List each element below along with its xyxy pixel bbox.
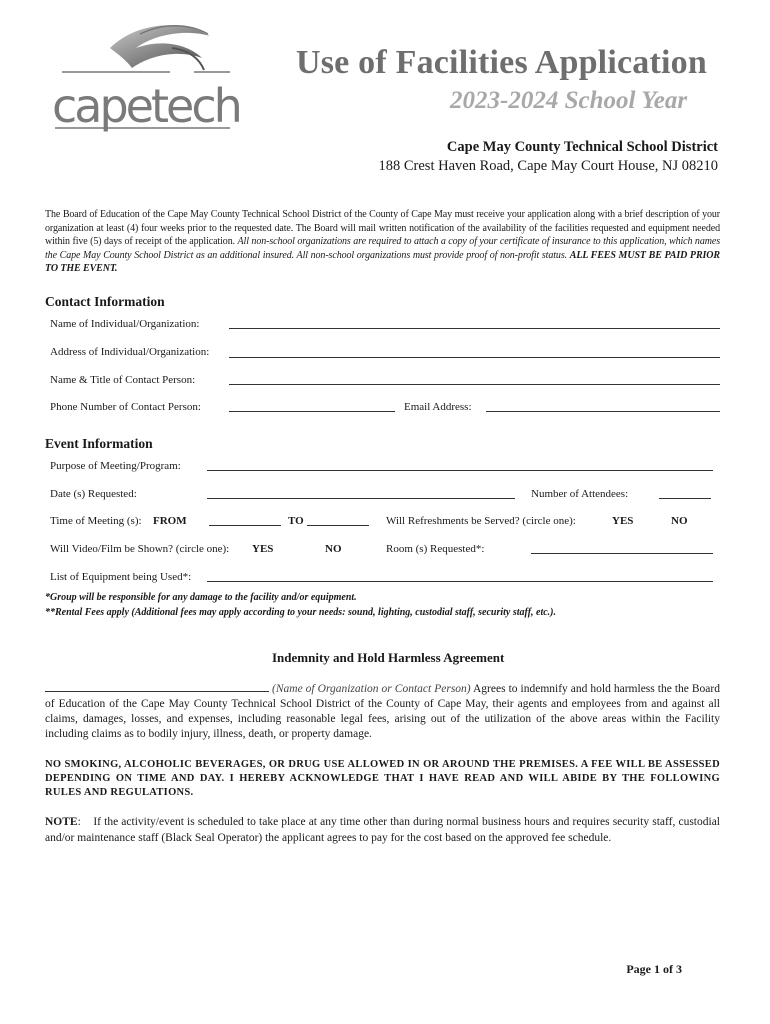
from-time-field[interactable] [209,525,281,526]
address-field[interactable] [229,357,720,358]
organization-placeholder: (Name of Organization or Contact Person) [272,683,471,695]
agreement-text-rest: the Board of Education of the Cape May County Technical School District of the County of Cape May, their agents and employees from and against all claims, damages, losses, and expenses, including reasonable legal fees, arising out of the utilization of the above areas within the Facility including claims as to bodily injury, illness, death, or property damage. [45,683,720,740]
date-field[interactable] [207,498,515,499]
note-text: If the activity/event is scheduled to take place at any time other than during normal business hours and requires security staff, custodial and/or maintenance staff (Black Seal Operator) the applicant agrees to pay for the cost based on the approved fee schedule. [45,816,720,844]
intro-paragraph [45,208,720,276]
intro-insurance-text: All non-school organizations are required to attach a copy of your certificate of insurance to this application, which names the Cape May County School District as an additional insured. All non-school organizations must provide proof of non-profit status. [45,236,720,261]
district-name: Cape May County Technical School District [446,139,718,155]
to-time-field[interactable] [307,525,369,526]
email-field[interactable] [486,411,720,412]
name-label: Name of Individual/Organization: [50,318,200,330]
form-title: Use of Facilities Application [296,44,707,81]
rental-fees-note: **Rental Fees apply (Additional fees may apply according to your needs: sound, lighting, custodial staff, security staff, etc.). [45,607,557,618]
intro-fees-text: ALL FEES MUST BE PAID PRIOR TO THE EVENT. [45,249,720,274]
name-field[interactable] [229,328,720,329]
rules-paragraph: NO SMOKING, ALCOHOLIC BEVERAGES, OR DRUG USE ALLOWED IN OR AROUND THE PREMISES. A FEE WILL BE ASSESSED DEPENDING ON TIME AND DAY. I HEREBY ACKNOWLEDGE THAT I HAVE READ AND WILL ABIDE BY THE FOLLOWING RULES AND REGULATIONS. [45,759,720,798]
contact-title-label: Name & Title of Contact Person: [50,374,196,386]
equipment-label: List of Equipment being Used*: [50,571,192,583]
refreshments-no[interactable]: NO [671,515,688,527]
agreement-text-start: Agrees to indemnify and hold harmless the [473,683,672,695]
note-paragraph [45,814,720,846]
note-colon: : [77,816,94,828]
video-no[interactable]: NO [325,543,342,555]
purpose-label: Purpose of Meeting/Program: [50,460,181,472]
page-number: Page 1 of 3 [626,962,682,976]
address-label: Address of Individual/Organization: [50,346,210,358]
district-address: 188 Crest Haven Road, Cape May Court House, NJ 08210 [378,158,718,174]
to-label: TO [288,515,304,527]
room-label: Room (s) Requested*: [386,543,485,555]
contact-title-field[interactable] [229,384,720,385]
refreshments-yes[interactable]: YES [612,515,634,527]
capetech-logo [40,18,245,140]
time-label: Time of Meeting (s): [50,515,142,527]
room-field[interactable] [531,553,713,554]
equipment-field[interactable] [207,581,713,582]
note-label: NOTE [45,816,78,828]
video-label: Will Video/Film be Shown? (circle one): [50,543,230,555]
purpose-field[interactable] [207,470,713,471]
logo-swoosh-icon [110,25,210,68]
event-heading: Event Information [45,436,153,451]
attendees-label: Number of Attendees: [531,488,629,500]
video-yes[interactable]: YES [252,543,274,555]
agreement-title: Indemnity and Hold Harmless Agreement [272,650,505,665]
damage-note: *Group will be responsible for any damage to the facility and/or equipment. [45,592,357,603]
logo-text: capetech [52,79,240,133]
contact-heading: Contact Information [45,294,165,309]
email-label: Email Address: [404,401,472,413]
attendees-field[interactable] [659,498,711,499]
agreement-paragraph [45,680,720,742]
phone-field[interactable] [229,411,395,412]
intro-text: The Board of Education of the Cape May County Technical School District of the County of Cape May must receive your application along with a brief description of your organization at least (4) four weeks prior to the requested date. The Board will mail written notification of the availability of the facilities requested and equipment needed within five (5) days of receipt of the application. [45,209,720,247]
organization-name-field[interactable] [45,680,269,692]
refreshments-label: Will Refreshments be Served? (circle one): [386,515,576,527]
phone-label: Phone Number of Contact Person: [50,401,201,413]
from-label: FROM [153,515,187,527]
date-label: Date (s) Requested: [50,488,137,500]
school-year: 2023-2024 School Year [450,87,688,114]
